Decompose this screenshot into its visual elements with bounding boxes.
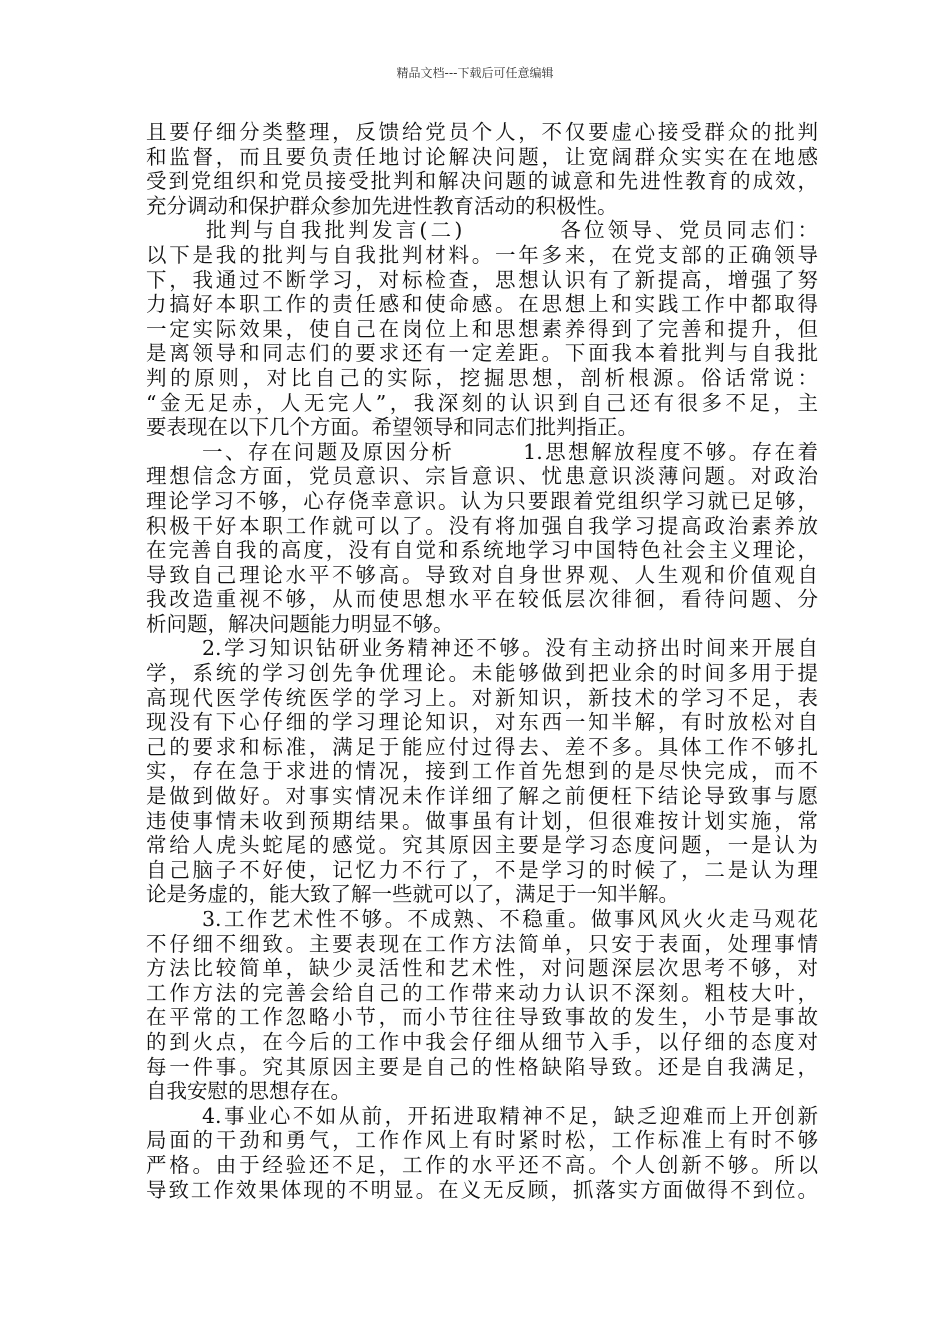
- body-line: 自我安慰的思想存在。: [146, 1079, 351, 1104]
- body-line: 充分调动和保护群众参加先进性教育活动的积极性。: [146, 193, 618, 218]
- body-line: 常给人虎头蛇尾的感觉。究其原因主要是学习态度问题，一是认为: [146, 833, 818, 858]
- body-line: 力搞好本职工作的责任感和使命感。在思想上和实践工作中都取得: [146, 292, 818, 317]
- body-line: 受到党组织和党员接受批判和解决问题的诚意和先进性教育的成效，: [146, 169, 818, 194]
- body-line: 是离领导和同志们的要求还有一定差距。下面我本着批判与自我批: [146, 341, 818, 366]
- body-line: 己的要求和标准，满足于能应付过得去、差不多。具体工作不够扎: [146, 734, 818, 759]
- body-line: 实，存在急于求进的情况，接到工作首先想到的是尽快完成，而不: [146, 759, 818, 784]
- body-line: 严格。由于经验还不足，工作的水平还不高。个人创新不够。所以: [146, 1152, 818, 1177]
- body-line: 以下是我的批判与自我批判材料。一年多来，在党支部的正确领导: [146, 242, 818, 267]
- body-line: 导致自己理论水平不够高。导致对自身世界观、人生观和价值观自: [146, 562, 818, 587]
- body-line: 一定实际效果，使自己在岗位上和思想素养得到了完善和提升，但: [146, 316, 818, 341]
- body-line: 积极干好本职工作就可以了。没有将加强自我学习提高政治素养放: [146, 513, 818, 538]
- body-line: 现没有下心仔细的学习理论知识，对东西一知半解，有时放松对自: [146, 710, 818, 735]
- body-line: 高现代医学传统医学的学习上。对新知识，新技术的学习不足，表: [146, 685, 818, 710]
- body-line: 我改造重视不够，从而使思想水平在较低层次徘徊，看待问题、分: [146, 587, 818, 612]
- body-line: 下，我通过不断学习，对标检查，思想认识有了新提高，增强了努: [146, 267, 818, 292]
- body-line: 在完善自我的高度，没有自觉和系统地学习中国特色社会主义理论，: [146, 538, 818, 563]
- body-line: 学，系统的学习创先争优理论。未能够做到把业余的时间多用于提: [146, 661, 818, 686]
- body-line: 不仔细不细致。主要表现在工作方法简单，只安于表面，处理事情: [146, 931, 818, 956]
- body-line: 在平常的工作忽略小节，而小节往往导致事故的发生，小节是事故: [146, 1005, 818, 1030]
- body-line: 和监督，而且要负责任地讨论解决问题，让宽阔群众实实在在地感: [146, 144, 818, 169]
- page-header: 精品文档---下载后可任意编辑: [396, 66, 554, 80]
- body-line: 工作方法的完善会给自己的工作带来动力认识不深刻。粗枝大叶，: [146, 980, 818, 1005]
- body-line: “金无足赤，人无完人”，我深刻的认识到自己还有很多不足，主: [146, 390, 818, 415]
- document-body: [146, 120, 818, 1202]
- body-line: 违使事情未收到预期结果。做事虽有计划，但很难按计划实施，常: [146, 808, 818, 833]
- body-line: 析问题，解决问题能力明显不够。: [146, 611, 454, 636]
- body-line: 局面的干劲和勇气，工作作风上有时紧时松，工作标准上有时不够: [146, 1128, 818, 1153]
- body-line: 理论学习不够，心存侥幸意识。认为只要跟着党组织学习就已足够，: [146, 488, 818, 513]
- section-heading-line: 一、存在问题及原因分析 1.思想解放程度不够。存在着: [202, 439, 818, 464]
- body-line: 方法比较简单，缺少灵活性和艺术性，对问题深层次思考不够，对: [146, 956, 818, 981]
- section-heading-line: 批判与自我批判发言(二) 各位领导、党员同志们：: [206, 218, 818, 243]
- body-line: 自己脑子不好使，记忆力不行了，不是学习的时候了，二是认为理: [146, 857, 818, 882]
- body-line: 理想信念方面，党员意识、宗旨意识、忧患意识淡薄问题。对政治: [146, 464, 818, 489]
- body-line: 每一件事。究其原因主要是自己的性格缺陷导致。还是自我满足，: [146, 1054, 818, 1079]
- body-line: 且要仔细分类整理，反馈给党员个人，不仅要虚心接受群众的批判: [146, 120, 818, 144]
- body-line: 的到火点，在今后的工作中我会仔细从细节入手，以仔细的态度对: [146, 1029, 818, 1054]
- paragraph-start-line: 4.事业心不如从前，开拓进取精神不足，缺乏迎难而上开创新: [202, 1103, 818, 1128]
- paragraph-start-line: 2.学习知识钻研业务精神还不够。没有主动挤出时间来开展自: [202, 636, 818, 661]
- body-line: 判的原则，对比自己的实际，挖掘思想，剖析根源。俗话常说：: [146, 365, 818, 390]
- body-line: 要表现在以下几个方面。希望领导和同志们批判指正。: [146, 415, 638, 440]
- body-line: 导致工作效果体现的不明显。在义无反顾，抓落实方面做得不到位。: [146, 1177, 818, 1202]
- body-line: 论是务虚的，能大致了解一些就可以了，满足于一知半解。: [146, 882, 679, 907]
- paragraph-start-line: 3.工作艺术性不够。不成熟、不稳重。做事风风火火走马观花: [202, 907, 818, 931]
- body-line: 是做到做好。对事实情况未作详细了解之前便枉下结论导致事与愿: [146, 784, 818, 809]
